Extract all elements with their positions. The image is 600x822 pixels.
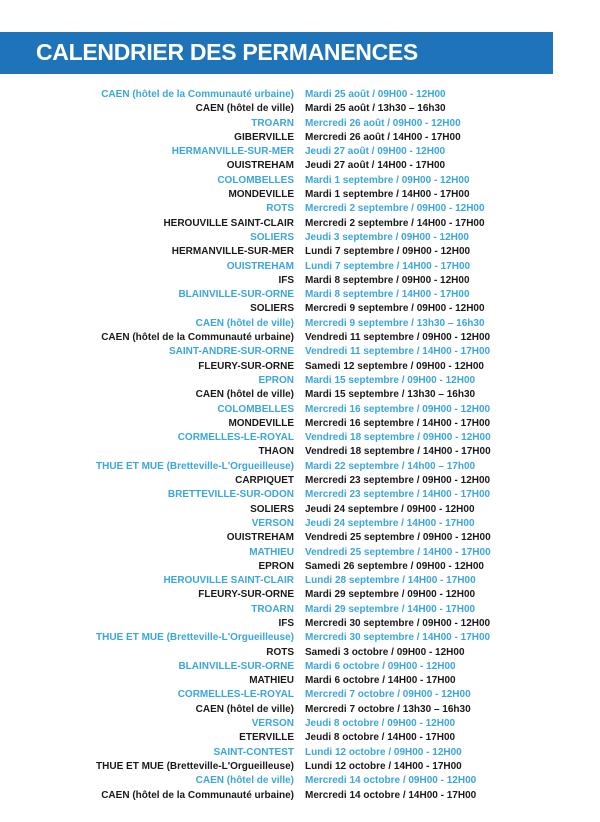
schedule-datetime: Mardi 29 septembre / 09H00 - 12H00 [305, 589, 476, 601]
schedule-datetime: Mercredi 7 octobre / 09H00 - 12H00 [305, 689, 471, 701]
schedule-datetime: Mardi 15 septembre / 13h30 – 16h30 [305, 389, 476, 401]
schedule-datetime: Mardi 22 septembre / 14h00 – 17h00 [305, 460, 476, 472]
schedule-location: CAEN (hôtel de la Communauté urbaine) [101, 89, 294, 100]
schedule-location: FLEURY-SUR-ORNE [198, 589, 294, 601]
schedule-location: THAON [258, 446, 294, 458]
schedule-location: EPRON [258, 560, 294, 572]
schedule-row [0, 460, 600, 474]
schedule-row [0, 445, 600, 459]
schedule-location: OUISTREHAM [226, 260, 294, 272]
schedule-row [0, 288, 600, 302]
schedule-row [0, 360, 600, 374]
schedule-row [0, 131, 600, 145]
schedule-datetime: Mercredi 23 septembre / 09H00 - 12H00 [305, 475, 491, 487]
schedule-row [0, 245, 600, 259]
schedule-row [0, 774, 600, 788]
schedule-datetime: Mercredi 23 septembre / 14H00 - 17H00 [305, 489, 491, 501]
schedule-location: IFS [278, 274, 294, 286]
schedule-datetime: Jeudi 27 août / 09H00 - 12H00 [305, 146, 446, 158]
schedule-datetime: Mardi 6 octobre / 14H00 - 17H00 [305, 675, 456, 687]
schedule-row [0, 760, 600, 774]
schedule-datetime: Mardi 29 septembre / 14H00 - 17H00 [305, 603, 476, 615]
schedule-datetime: Jeudi 3 septembre / 09H00 - 12H00 [305, 231, 469, 243]
schedule-row [0, 403, 600, 417]
schedule-datetime: Mercredi 14 octobre / 09H00 - 12H00 [305, 775, 477, 787]
schedule-location: BLAINVILLE-SUR-ORNE [178, 660, 294, 672]
schedule-location: ROTS [266, 646, 294, 658]
schedule-row [0, 317, 600, 331]
schedule-datetime: Mardi 6 octobre / 09H00 - 12H00 [305, 660, 456, 672]
schedule-location: THUE ET MUE (Bretteville-L'Orgueilleuse) [96, 460, 294, 472]
schedule-datetime: Mercredi 16 septembre / 09H00 - 12H00 [305, 403, 491, 415]
schedule-location: MATHIEU [249, 546, 294, 558]
schedule-datetime: Mercredi 16 septembre / 14H00 - 17H00 [305, 417, 491, 429]
schedule-datetime: Vendredi 18 septembre / 09H00 - 12H00 [305, 432, 491, 444]
schedule-row [0, 431, 600, 445]
schedule-location: VERSON [251, 517, 294, 529]
schedule-datetime: Mercredi 9 septembre / 09H00 - 12H00 [305, 303, 485, 315]
schedule-location: TROARN [251, 603, 294, 615]
schedule-row [0, 531, 600, 545]
schedule-datetime: Lundi 12 octobre / 09H00 - 12H00 [305, 746, 462, 758]
schedule-datetime: Vendredi 18 septembre / 14H00 - 17H00 [305, 446, 491, 458]
schedule-row [0, 331, 600, 345]
schedule-location: SAINT-CONTEST [213, 746, 294, 758]
schedule-row [0, 617, 600, 631]
schedule-row [0, 260, 600, 274]
schedule-row [0, 503, 600, 517]
schedule-location: BLAINVILLE-SUR-ORNE [178, 289, 294, 301]
schedule-location: CAEN (hôtel de la Communauté urbaine) [101, 332, 294, 344]
schedule-location: CAEN (hôtel de ville) [195, 317, 294, 329]
schedule-location: CARPIQUET [235, 475, 294, 487]
schedule-row [0, 88, 600, 102]
schedule-datetime: Samedi 12 septembre / 09H00 - 12H00 [305, 360, 484, 372]
schedule-location: CAEN (hôtel de ville) [195, 703, 294, 715]
schedule-row [0, 159, 600, 173]
schedule-location: OUISTREHAM [226, 532, 294, 544]
schedule-location: ETERVILLE [239, 732, 294, 744]
schedule-datetime: Lundi 28 septembre / 14H00 - 17H00 [305, 575, 476, 587]
schedule-row [0, 388, 600, 402]
schedule-datetime: Jeudi 8 octobre / 09H00 - 12H00 [305, 718, 456, 730]
schedule-row [0, 789, 600, 803]
schedule-location: SOLIERS [250, 231, 294, 243]
schedule-datetime: Mardi 8 septembre / 14H00 - 17H00 [305, 289, 470, 301]
schedule-location: HEROUVILLE SAINT-CLAIR [163, 217, 294, 229]
schedule-row [0, 717, 600, 731]
schedule-datetime: Mercredi 30 septembre / 14H00 - 17H00 [305, 632, 491, 644]
title-banner [0, 32, 553, 74]
schedule-row [0, 560, 600, 574]
schedule-row [0, 202, 600, 216]
schedule-datetime: Vendredi 11 septembre / 14H00 - 17H00 [305, 346, 491, 358]
schedule-row [0, 660, 600, 674]
schedule-row [0, 488, 600, 502]
schedule-datetime: Mercredi 2 septembre / 14H00 - 17H00 [305, 217, 485, 229]
schedule-datetime: Lundi 7 septembre / 14H00 - 17H00 [305, 260, 471, 272]
schedule-location: GIBERVILLE [234, 131, 294, 143]
schedule-location: THUE ET MUE (Bretteville-L'Orgueilleuse) [96, 632, 294, 644]
schedule-location: HERMANVILLE-SUR-MER [171, 246, 294, 258]
schedule-datetime: Samedi 26 septembre / 09H00 - 12H00 [305, 560, 484, 572]
schedule-row [0, 688, 600, 702]
schedule-row [0, 588, 600, 602]
schedule-row [0, 117, 600, 131]
schedule-row [0, 302, 600, 316]
schedule-location: SOLIERS [250, 303, 294, 315]
schedule-row [0, 474, 600, 488]
schedule-row [0, 631, 600, 645]
schedule-location: CAEN (hôtel de ville) [195, 389, 294, 401]
schedule-location: EPRON [258, 374, 294, 386]
schedule-location: HERMANVILLE-SUR-MER [171, 146, 294, 158]
schedule-location: ROTS [266, 203, 294, 215]
schedule-location: MATHIEU [249, 675, 294, 687]
schedule-datetime: Samedi 3 octobre / 09H00 - 12H00 [305, 646, 465, 658]
schedule-datetime: Mercredi 9 septembre / 13h30 – 16h30 [305, 317, 485, 329]
schedule-datetime: Mardi 1 septembre / 09H00 - 12H00 [305, 174, 470, 186]
schedule-row [0, 217, 600, 231]
schedule-row [0, 646, 600, 660]
schedule-row [0, 174, 600, 188]
schedule-datetime: Mardi 25 août / 09H00 - 12H00 [305, 89, 446, 100]
schedule-datetime: Mercredi 30 septembre / 09H00 - 12H00 [305, 617, 491, 629]
schedule-location: HEROUVILLE SAINT-CLAIR [163, 575, 294, 587]
schedule-row [0, 674, 600, 688]
schedule-datetime: Mercredi 26 août / 14H00 - 17H00 [305, 131, 461, 143]
schedule-datetime: Vendredi 25 septembre / 14H00 - 17H00 [305, 546, 491, 558]
schedule-row [0, 274, 600, 288]
schedule-datetime: Jeudi 27 août / 14H00 - 17H00 [305, 160, 446, 172]
schedule-location: SAINT-ANDRE-SUR-ORNE [169, 346, 294, 358]
schedule-row [0, 703, 600, 717]
schedule-location: CORMELLES-LE-ROYAL [177, 689, 294, 701]
schedule-location: SOLIERS [250, 503, 294, 515]
schedule-row [0, 188, 600, 202]
schedule-datetime: Vendredi 25 septembre / 09H00 - 12H00 [305, 532, 491, 544]
schedule-location: TROARN [251, 117, 294, 129]
schedule-location: FLEURY-SUR-ORNE [198, 360, 294, 372]
schedule-row [0, 517, 600, 531]
schedule-row [0, 345, 600, 359]
schedule-location: THUE ET MUE (Bretteville-L'Orgueilleuse) [96, 760, 294, 772]
schedule-row [0, 603, 600, 617]
schedule-location: CAEN (hôtel de ville) [195, 775, 294, 787]
schedule-row [0, 102, 600, 116]
schedule-datetime: Mercredi 2 septembre / 09H00 - 12H00 [305, 203, 485, 215]
schedule-location: OUISTREHAM [226, 160, 294, 172]
schedule-datetime: Mardi 15 septembre / 09H00 - 12H00 [305, 374, 476, 386]
schedule-row [0, 731, 600, 745]
schedule-location: MONDEVILLE [228, 189, 294, 201]
schedule-row [0, 746, 600, 760]
schedule-datetime: Mercredi 26 août / 09H00 - 12H00 [305, 117, 461, 129]
schedule-datetime: Jeudi 8 octobre / 14H00 - 17H00 [305, 732, 456, 744]
schedule-location: IFS [278, 617, 294, 629]
schedule-list [0, 88, 600, 803]
schedule-location: MONDEVILLE [228, 417, 294, 429]
schedule-location: COLOMBELLES [217, 403, 294, 415]
schedule-location: VERSON [251, 718, 294, 730]
schedule-location: CAEN (hôtel de la Communauté urbaine) [101, 789, 294, 801]
schedule-datetime: Lundi 7 septembre / 09H00 - 12H00 [305, 246, 471, 258]
schedule-datetime: Vendredi 11 septembre / 09H00 - 12H00 [305, 332, 491, 344]
schedule-datetime: Mercredi 14 octobre / 14H00 - 17H00 [305, 789, 477, 801]
schedule-row [0, 546, 600, 560]
schedule-datetime: Mercredi 7 octobre / 13h30 – 16h30 [305, 703, 471, 715]
schedule-datetime: Jeudi 24 septembre / 09H00 - 12H00 [305, 503, 475, 515]
schedule-location: CAEN (hôtel de ville) [195, 103, 294, 115]
page-title: CALENDRIER DES PERMANENCES [36, 39, 418, 65]
schedule-datetime: Mardi 25 août / 13h30 – 16h30 [305, 103, 446, 115]
schedule-location: COLOMBELLES [217, 174, 294, 186]
schedule-row [0, 374, 600, 388]
schedule-row [0, 574, 600, 588]
schedule-row [0, 231, 600, 245]
schedule-datetime: Jeudi 24 septembre / 14H00 - 17H00 [305, 517, 475, 529]
schedule-location: BRETTEVILLE-SUR-ODON [167, 489, 294, 501]
schedule-datetime: Mardi 8 septembre / 09H00 - 12H00 [305, 274, 470, 286]
schedule-row [0, 145, 600, 159]
schedule-datetime: Mardi 1 septembre / 14H00 - 17H00 [305, 189, 470, 201]
schedule-row [0, 417, 600, 431]
schedule-datetime: Lundi 12 octobre / 14H00 - 17H00 [305, 760, 462, 772]
schedule-location: CORMELLES-LE-ROYAL [177, 432, 294, 444]
